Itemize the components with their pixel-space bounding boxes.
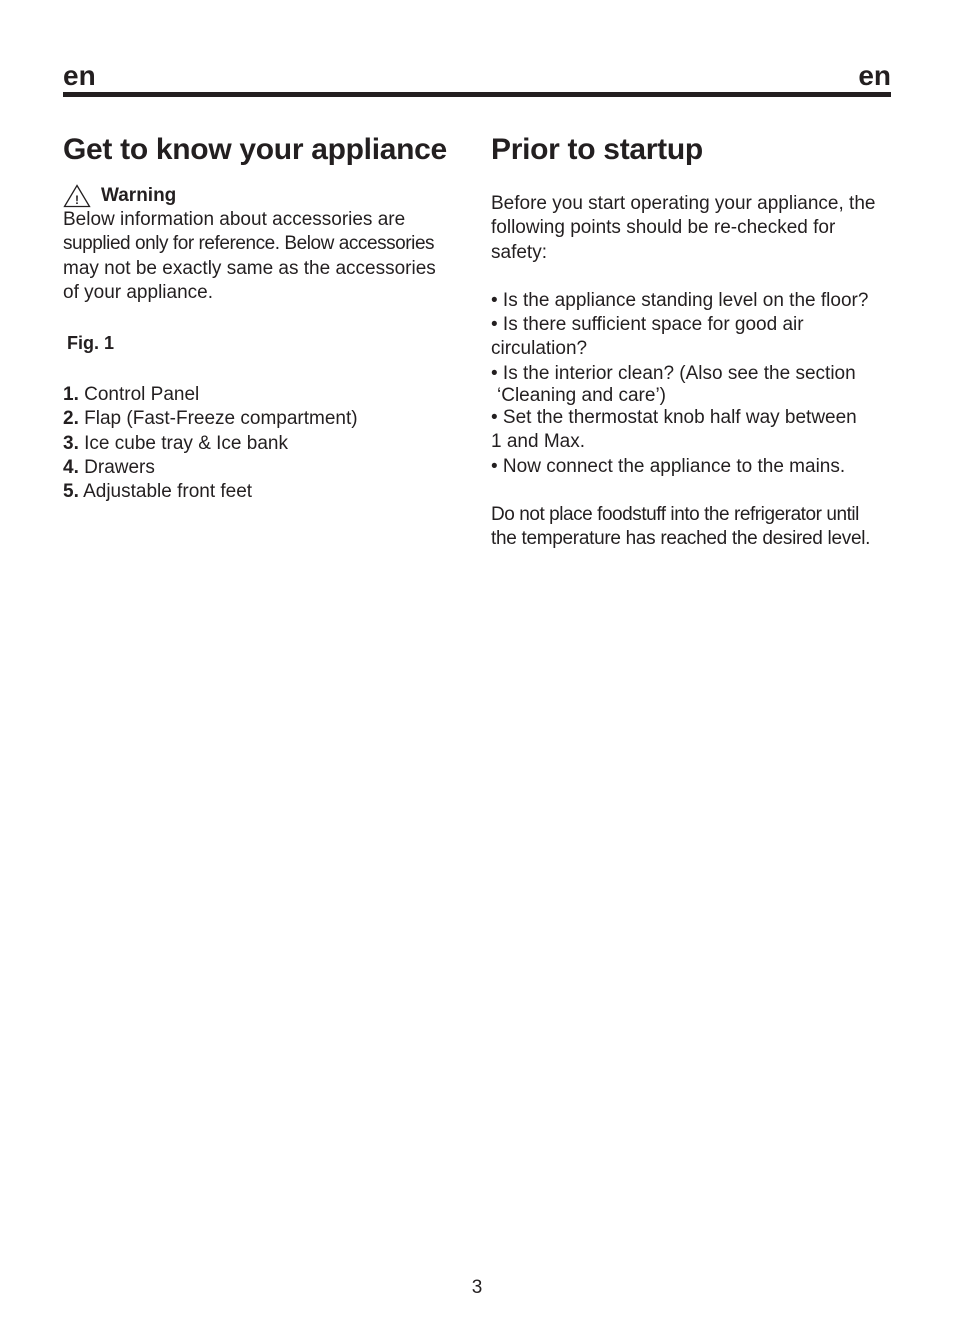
list-item [63,456,468,480]
list-item-number: 1. [63,384,79,406]
checklist [491,289,896,479]
checklist-line: • Set the thermostat knob half way between [491,407,857,429]
list-item [63,407,468,431]
warning-line: of your appliance. [63,281,213,303]
warning-triangle-icon [63,184,91,208]
list-item-label: Adjustable front feet [83,481,253,503]
list-item-label: Drawers [84,457,155,479]
parts-list [63,383,468,504]
page-number: 3 [471,1277,483,1298]
list-item-label: Flap (Fast-Freeze compartment) [84,408,358,430]
intro-line: safety: [491,241,547,263]
warning-label: Warning [101,185,177,206]
warning-line: Below information about accessories are [63,209,406,230]
section-title-get-to-know: Get to know your appliance [63,133,447,166]
list-item-number: 5. [63,481,79,503]
list-item-number: 4. [63,457,79,479]
checklist-line: • Is the interior clean? (Also see the section [491,362,856,384]
language-label-left: en [63,60,96,91]
checklist-line: 1 and Max. [491,431,585,453]
list-item-label: Control Panel [84,384,200,406]
checklist-line: • Is the appliance standing level on the floor? [491,289,869,311]
list-item-number: 3. [63,432,79,454]
intro-text [491,192,896,265]
intro-line: following points should be re-checked for [491,217,836,239]
list-item [63,383,468,407]
note-text [491,503,896,552]
note-line: the temperature has reached the desired level. [491,528,871,550]
figure-label: Fig. 1 [67,333,115,354]
note-line: Do not place foodstuff into the refrigerator until [491,503,859,525]
warning-text [63,208,468,305]
checklist-line: circulation? [491,338,588,360]
section-get-to-know [63,130,468,505]
checklist-line: • Is there sufficient space for good air [491,314,804,336]
section-title-prior-to-startup: Prior to startup [491,133,703,166]
header-rule [63,92,891,97]
list-item [63,480,468,504]
intro-line: Before you start operating your appliance, the [491,193,876,214]
svg-text:!: ! [75,193,79,207]
language-label-right: en [858,60,891,91]
list-item-number: 2. [63,408,79,430]
warning-line: may not be exactly same as the accessories [63,257,436,279]
section-prior-to-startup [491,130,896,552]
list-item-label: Ice cube tray & Ice bank [84,432,288,454]
checklist-line: ‘Cleaning and care’) [497,385,666,407]
list-item [63,432,468,456]
warning-heading [63,184,468,208]
warning-line: supplied only for reference. Below accessories [63,233,435,255]
checklist-line: • Now connect the appliance to the mains. [491,455,846,477]
